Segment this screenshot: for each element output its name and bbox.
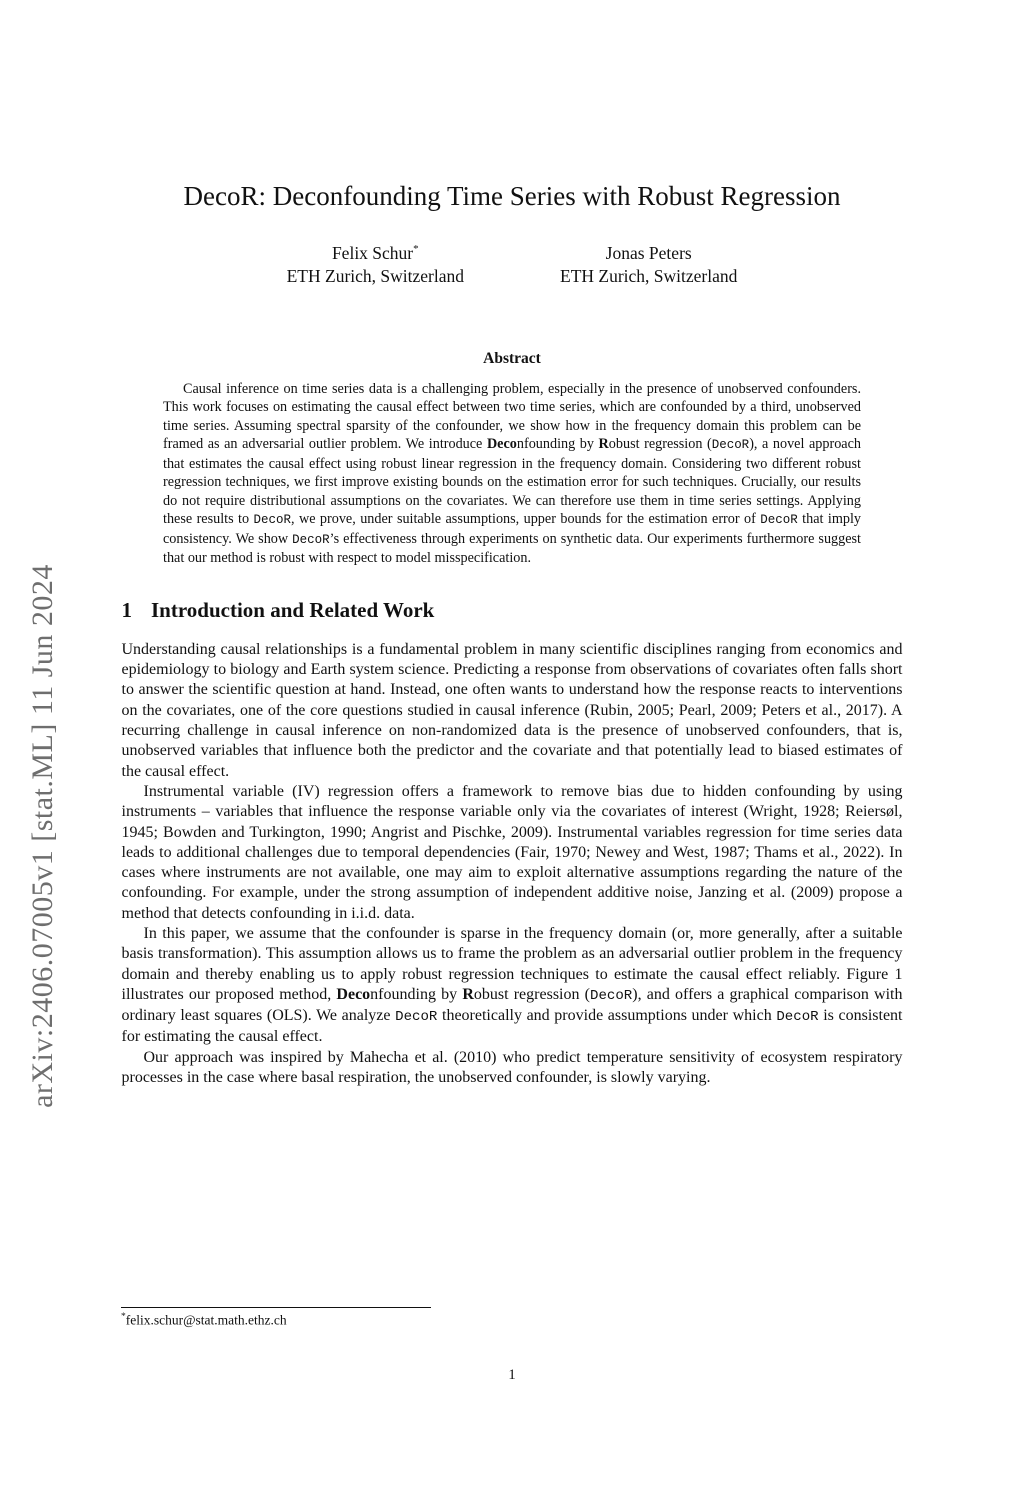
author-footnote-mark: * [413,243,419,255]
author-2 [560,238,737,288]
author-1 [287,238,464,288]
footnote-mark: * [121,1312,126,1322]
abstract-heading: Abstract [483,349,541,367]
author-name: Jonas Peters [605,242,692,263]
paragraph: Our approach was inspired by Mahecha et al. (2010) who predict temperature sensitivity of ecosystem respiratory processes in the case where basal respiration, the unobserved confounder, is slowly varying. [121,1048,903,1087]
abstract-text: Causal inference on time series data is a challenging problem, especially in the presence of unobserved confounders. This work focuses on estimating the causal effect between two time series, which are confounded by a third, unobserved time series. Assuming spectral sparsity of the confounder, we show how in the frequency domain this problem can be framed as an adversarial outlier problem. We introduce Deconfounding by Robust regression (DecoR), a novel approach that estimates the causal effect using robust linear regression in the frequency domain. Considering two different robust regression techniques, we first improve existing bounds on the estimation error for such techniques. Crucially, our results do not require distributional assumptions on the covariates. We can therefore use them in time series settings. Applying these results to DecoR, we prove, under suitable assumptions, upper bounds for the estimation error of DecoR that imply consistency. We show DecoR’s effectiveness through experiments on synthetic data. Our experiments furthermore suggest that our method is robust with respect to model misspecification. [163,380,861,567]
paragraph: Understanding causal relationships is a fundamental problem in many scientific disciplines ranging from economics and epidemiology to biology and Earth system science. Predicting a response from observations of covariates often falls short to answer the scientific question at hand. Instead, one often wants to understand how the response reacts to interventions on the covariates, one of the core questions studied in causal inference (Rubin, 2005; Pearl, 2009; Peters et al., 2017). A recurring challenge in causal inference on non-randomized data is the presence of unobserved confounders, that is, unobserved variables that influence both the predictor and the covariate and that potentially lead to biased estimates of the causal effect. [121,640,903,780]
footnote-divider [121,1307,431,1308]
author-affiliation: ETH Zurich, Switzerland [286,265,464,286]
footnote [121,1307,902,1329]
arxiv-stamp: arXiv:2406.07005v1 [stat.ML] 11 Jun 2024 [26,564,59,1108]
footnote-text: *felix.schur@stat.math.ethz.ch [121,1312,287,1328]
section-heading [122,598,903,623]
section-title: Introduction and Related Work [151,597,435,622]
section-number: 1 [121,597,132,622]
paragraph: In this paper, we assume that the confounder is sparse in the frequency domain (or, more generally, after a suitable basis transformation). This assumption allows us to frame the problem as an adversarial outlier problem in the frequency domain and thereby enabling us to apply robust regression techniques to estimate the causal effect reliably. Figure 1 illustrates our proposed method, Deconfounding by Robust regression (DecoR), and offers a graphical comparison with ordinary least squares (OLS). We analyze DecoR theoretically and provide assumptions under which DecoR is consistent for estimating the causal effect. [121,924,903,1046]
author-affiliation: ETH Zurich, Switzerland [560,265,738,286]
page-title: DecoR: Deconfounding Time Series with Robust Regression [183,181,841,211]
introduction-text [122,640,903,1089]
author-block [0,238,1024,288]
page-number: 1 [508,1367,516,1383]
author-name: Felix Schur* [331,242,419,263]
paragraph: Instrumental variable (IV) regression offers a framework to remove bias due to hidden confounding by using instruments – variables that influence the response variable only via the covariates of interest (Wright, 1928; Reiersøl, 1945; Bowden and Turkington, 1990; Angrist and Pischke, 2009). Instrumental variables regression for time series data leads to additional challenges due to temporal dependencies (Fair, 1970; Newey and West, 1987; Thams et al., 2022). In cases where instruments are not available, one may aim to exploit alternative assumptions regarding the nature of the confounding. For example, under the strong assumption of independent additive noise, Janzing et al. (2009) propose a method that detects confounding in i.i.d. data. [121,782,903,922]
